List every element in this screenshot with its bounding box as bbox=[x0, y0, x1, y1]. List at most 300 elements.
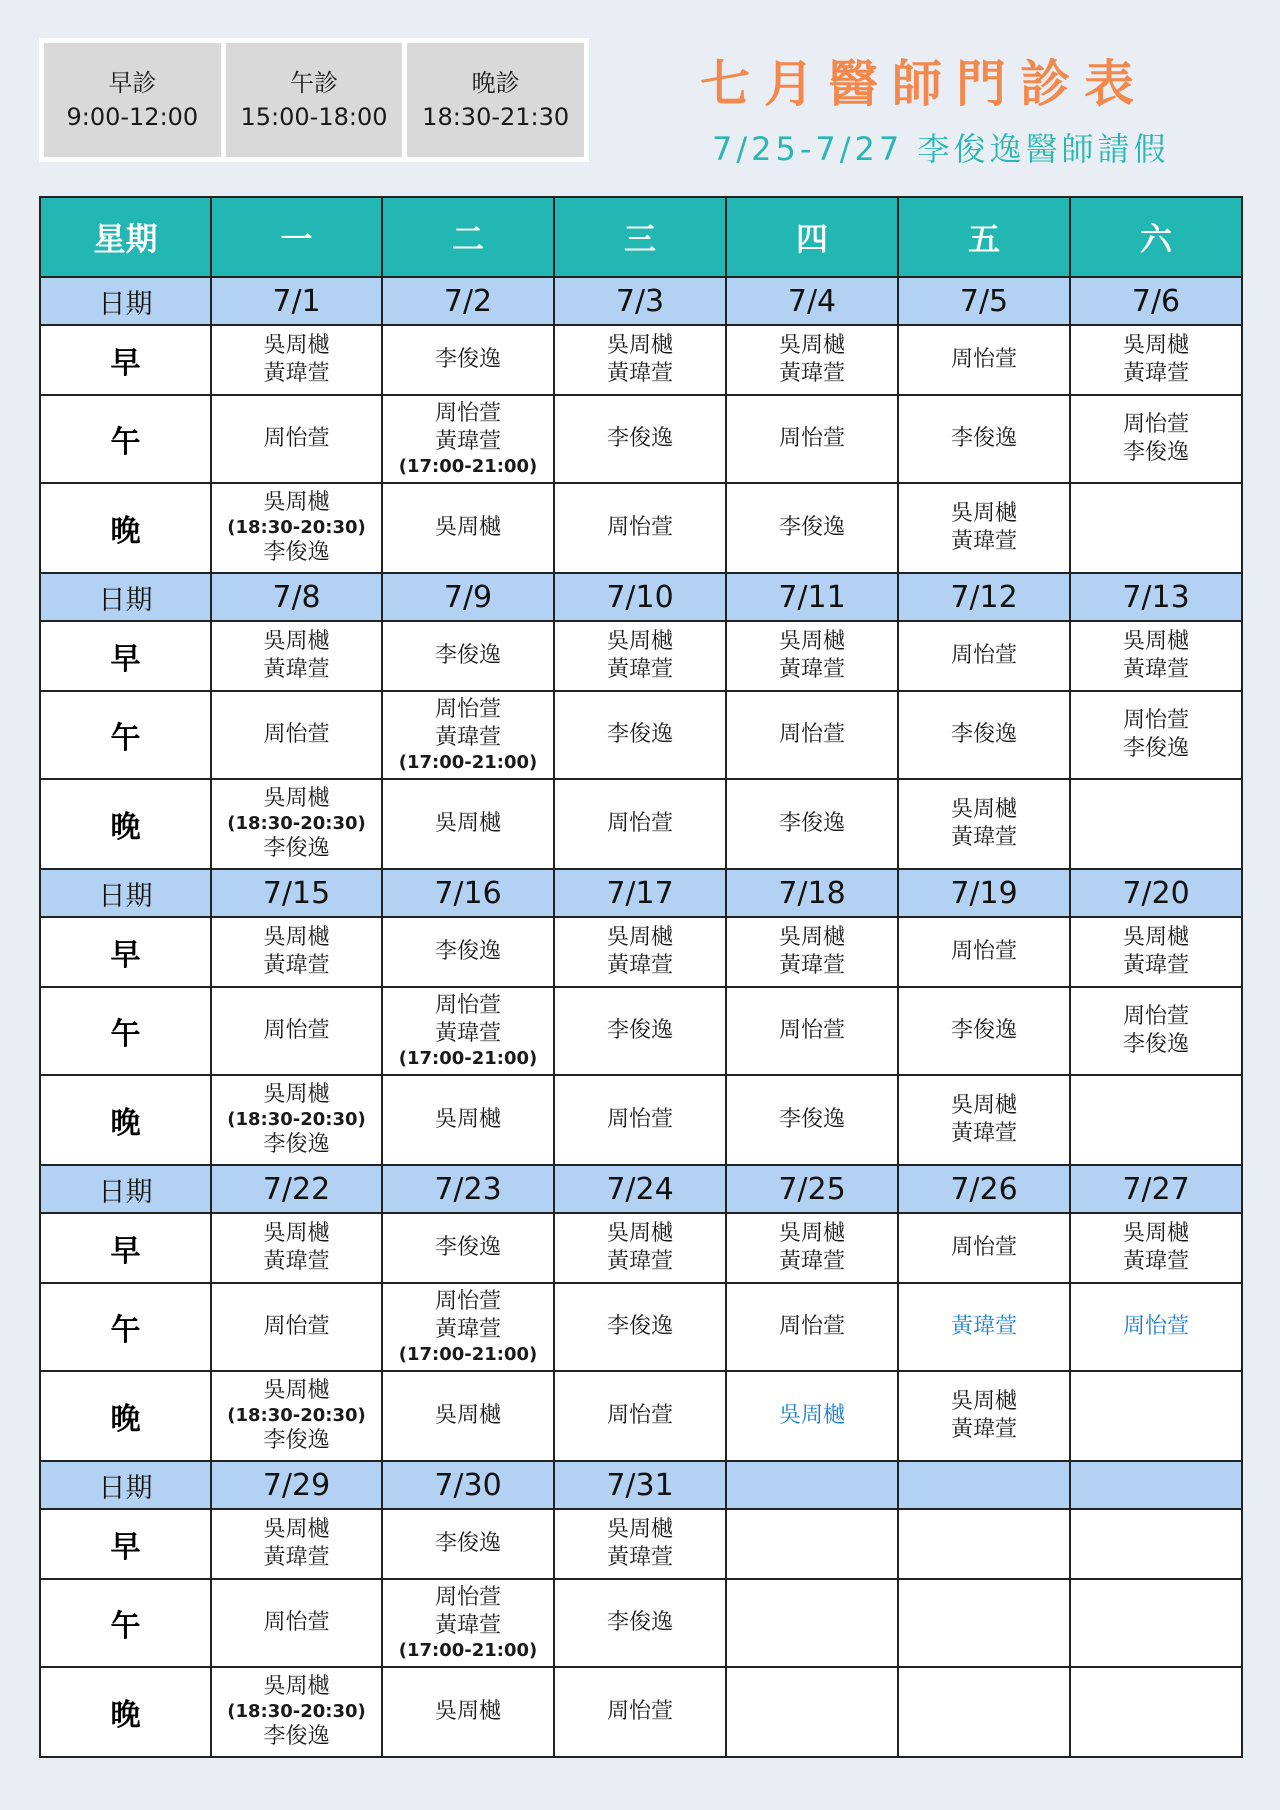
slot-label-evening: 晚 bbox=[40, 1075, 211, 1165]
doctor-name: 吳周樾 bbox=[263, 1378, 330, 1403]
date-cell: 7/2 bbox=[382, 277, 554, 325]
doctor-name: 黃瑋萱 bbox=[950, 1417, 1017, 1442]
time-range-note: (17:00-21:00) bbox=[398, 1048, 538, 1069]
slot-label-afternoon: 午 bbox=[40, 691, 211, 779]
schedule-cell bbox=[1070, 1509, 1242, 1579]
hours-morning bbox=[44, 43, 221, 157]
schedule-cell bbox=[211, 483, 382, 573]
hours-morning-label: 早診 bbox=[108, 69, 157, 97]
doctor-name: 黃瑋萱 bbox=[1122, 953, 1189, 978]
schedule-cell bbox=[382, 325, 554, 395]
date-cell bbox=[1070, 1461, 1242, 1509]
schedule-cell bbox=[382, 779, 554, 869]
schedule-cell bbox=[211, 987, 382, 1075]
doctor-name: 黃瑋萱 bbox=[950, 825, 1017, 850]
doctor-name: 黃瑋萱 bbox=[606, 1545, 673, 1570]
doctor-name: 黃瑋萱 bbox=[606, 953, 673, 978]
schedule-cell bbox=[554, 483, 726, 573]
schedule-cell bbox=[554, 325, 726, 395]
header-mon: 一 bbox=[211, 197, 382, 277]
time-range-note: (18:30-20:30) bbox=[227, 1405, 366, 1426]
schedule-cell bbox=[211, 621, 382, 691]
schedule-cell bbox=[1070, 987, 1242, 1075]
schedule-cell bbox=[211, 917, 382, 987]
doctor-name: 吳周樾 bbox=[606, 1221, 673, 1246]
doctor-name: 周怡萱 bbox=[950, 347, 1017, 372]
date-cell: 7/30 bbox=[382, 1461, 554, 1509]
doctor-name: 周怡萱 bbox=[778, 722, 845, 747]
doctor-name: 黃瑋萱 bbox=[778, 361, 845, 386]
slot-row-evening bbox=[40, 483, 1242, 573]
schedule-cell bbox=[898, 917, 1070, 987]
doctor-name: 黃瑋萱 bbox=[1122, 361, 1189, 386]
schedule-cell bbox=[726, 779, 898, 869]
schedule-cell bbox=[1070, 621, 1242, 691]
doctor-name: 周怡萱 bbox=[263, 722, 330, 747]
doctor-name: 李俊逸 bbox=[778, 811, 845, 836]
doctor-name: 周怡萱 bbox=[606, 811, 673, 836]
date-row bbox=[40, 869, 1242, 917]
schedule-cell bbox=[554, 1371, 726, 1461]
doctor-name: 吳周樾 bbox=[263, 490, 330, 515]
schedule-cell bbox=[211, 1075, 382, 1165]
schedule-cell bbox=[1070, 325, 1242, 395]
doctor-name: 周怡萱 bbox=[950, 939, 1017, 964]
date-cell: 7/25 bbox=[726, 1165, 898, 1213]
doctor-name: 黃瑋萱 bbox=[606, 657, 673, 682]
schedule-cell bbox=[382, 621, 554, 691]
date-cell: 7/29 bbox=[211, 1461, 382, 1509]
doctor-name: 李俊逸 bbox=[263, 836, 330, 861]
doctor-name: 黃瑋萱 bbox=[263, 953, 330, 978]
slot-label-morning: 早 bbox=[40, 1509, 211, 1579]
time-range-note: (17:00-21:00) bbox=[398, 1640, 538, 1661]
date-cell: 7/26 bbox=[898, 1165, 1070, 1213]
schedule-cell bbox=[726, 1283, 898, 1371]
schedule-cell bbox=[898, 1283, 1070, 1371]
doctor-name: 黃瑋萱 bbox=[263, 1545, 330, 1570]
schedule-cell bbox=[1070, 1213, 1242, 1283]
schedule-cell bbox=[1070, 483, 1242, 573]
doctor-name: 周怡萱 bbox=[263, 1314, 330, 1339]
doctor-name: 吳周樾 bbox=[263, 925, 330, 950]
schedule-cell bbox=[211, 779, 382, 869]
header-tue: 二 bbox=[382, 197, 554, 277]
doctor-name: 吳周樾 bbox=[263, 1517, 330, 1542]
schedule-cell bbox=[898, 483, 1070, 573]
hours-evening-time: 18:30-21:30 bbox=[422, 103, 570, 131]
header-fri: 五 bbox=[898, 197, 1070, 277]
doctor-name: 李俊逸 bbox=[434, 1235, 501, 1260]
slot-row-afternoon bbox=[40, 1579, 1242, 1667]
schedule-cell bbox=[211, 1213, 382, 1283]
time-range-note: (18:30-20:30) bbox=[227, 813, 366, 834]
date-cell: 7/27 bbox=[1070, 1165, 1242, 1213]
schedule-cell bbox=[554, 1213, 726, 1283]
doctor-name: 周怡萱 bbox=[778, 1018, 845, 1043]
schedule-cell bbox=[1070, 395, 1242, 483]
doctor-name: 吳周樾 bbox=[1122, 1221, 1189, 1246]
schedule-cell bbox=[211, 1509, 382, 1579]
slot-row-afternoon bbox=[40, 987, 1242, 1075]
schedule-cell bbox=[554, 987, 726, 1075]
date-cell: 7/11 bbox=[726, 573, 898, 621]
schedule-cell bbox=[382, 1283, 554, 1371]
schedule-cell bbox=[726, 691, 898, 779]
doctor-name: 李俊逸 bbox=[434, 939, 501, 964]
schedule-cell bbox=[726, 1371, 898, 1461]
doctor-name: 周怡萱 bbox=[950, 1235, 1017, 1260]
schedule-cell bbox=[382, 917, 554, 987]
doctor-name: 吳周樾 bbox=[434, 515, 501, 540]
schedule-cell bbox=[211, 691, 382, 779]
doctor-name: 黃瑋萱 bbox=[434, 1317, 501, 1342]
slot-row-morning bbox=[40, 917, 1242, 987]
doctor-name: 周怡萱 bbox=[434, 993, 501, 1018]
time-range-note: (17:00-21:00) bbox=[398, 752, 538, 773]
schedule-cell bbox=[382, 1667, 554, 1757]
hours-afternoon-label: 午診 bbox=[290, 69, 338, 97]
schedule-cell bbox=[898, 987, 1070, 1075]
schedule-cell bbox=[726, 621, 898, 691]
slot-row-evening bbox=[40, 1667, 1242, 1757]
schedule-cell bbox=[898, 691, 1070, 779]
doctor-name: 黃瑋萱 bbox=[778, 953, 845, 978]
doctor-name: 李俊逸 bbox=[434, 347, 501, 372]
date-cell: 7/8 bbox=[211, 573, 382, 621]
date-row-label: 日期 bbox=[40, 277, 211, 325]
doctor-name: 周怡萱 bbox=[1122, 412, 1189, 437]
doctor-name: 周怡萱 bbox=[606, 1107, 673, 1132]
doctor-name: 吳周樾 bbox=[263, 333, 330, 358]
doctor-name: 周怡萱 bbox=[1122, 708, 1189, 733]
schedule-cell bbox=[211, 1667, 382, 1757]
date-cell: 7/9 bbox=[382, 573, 554, 621]
date-cell: 7/15 bbox=[211, 869, 382, 917]
schedule-cell bbox=[726, 1213, 898, 1283]
schedule-cell bbox=[382, 483, 554, 573]
slot-row-morning bbox=[40, 1213, 1242, 1283]
header-wed: 三 bbox=[554, 197, 726, 277]
doctor-name: 黃瑋萱 bbox=[606, 1249, 673, 1274]
doctor-name: 吳周樾 bbox=[778, 1221, 845, 1246]
doctor-name: 周怡萱 bbox=[263, 1610, 330, 1635]
schedule-cell bbox=[211, 325, 382, 395]
schedule-table bbox=[39, 196, 1243, 1758]
clinic-hours-legend bbox=[39, 38, 589, 162]
date-row-label: 日期 bbox=[40, 1461, 211, 1509]
schedule-cell bbox=[726, 395, 898, 483]
schedule-cell bbox=[211, 395, 382, 483]
doctor-name: 周怡萱 bbox=[606, 1699, 673, 1724]
doctor-name: 李俊逸 bbox=[263, 1132, 330, 1157]
doctor-name: 周怡萱 bbox=[950, 643, 1017, 668]
schedule-cell bbox=[554, 691, 726, 779]
schedule-cell bbox=[382, 987, 554, 1075]
date-cell: 7/10 bbox=[554, 573, 726, 621]
doctor-name: 周怡萱 bbox=[778, 426, 845, 451]
doctor-name: 李俊逸 bbox=[778, 1107, 845, 1132]
date-cell bbox=[898, 1461, 1070, 1509]
date-cell: 7/13 bbox=[1070, 573, 1242, 621]
time-range-note: (17:00-21:00) bbox=[398, 1344, 538, 1365]
doctor-name: 吳周樾 bbox=[778, 925, 845, 950]
date-cell: 7/23 bbox=[382, 1165, 554, 1213]
schedule-cell bbox=[898, 1075, 1070, 1165]
schedule-cell bbox=[382, 1509, 554, 1579]
hours-evening bbox=[407, 43, 584, 157]
doctor-name: 黃瑋萱 bbox=[263, 361, 330, 386]
time-range-note: (18:30-20:30) bbox=[227, 1109, 366, 1130]
slot-label-morning: 早 bbox=[40, 325, 211, 395]
doctor-name: 李俊逸 bbox=[950, 722, 1017, 747]
slot-row-morning bbox=[40, 621, 1242, 691]
doctor-name: 李俊逸 bbox=[606, 1610, 673, 1635]
schedule-cell bbox=[898, 1213, 1070, 1283]
weekday-header bbox=[40, 197, 1242, 277]
slot-row-evening bbox=[40, 1075, 1242, 1165]
schedule-cell bbox=[898, 1371, 1070, 1461]
slot-row-afternoon bbox=[40, 1283, 1242, 1371]
doctor-name: 李俊逸 bbox=[606, 1018, 673, 1043]
schedule-cell bbox=[726, 1667, 898, 1757]
header-thu: 四 bbox=[726, 197, 898, 277]
hours-evening-label: 晚診 bbox=[471, 69, 520, 97]
schedule-cell bbox=[554, 1667, 726, 1757]
doctor-name: 黃瑋萱 bbox=[434, 1021, 501, 1046]
date-cell: 7/1 bbox=[211, 277, 382, 325]
doctor-name: 黃瑋萱 bbox=[1122, 657, 1189, 682]
date-cell: 7/3 bbox=[554, 277, 726, 325]
doctor-name: 吳周樾 bbox=[263, 629, 330, 654]
doctor-name: 李俊逸 bbox=[778, 515, 845, 540]
doctor-name: 吳周樾 bbox=[263, 1082, 330, 1107]
schedule-cell bbox=[211, 1371, 382, 1461]
doctor-name: 吳周樾 bbox=[950, 1093, 1017, 1118]
schedule-cell bbox=[1070, 779, 1242, 869]
schedule-cell bbox=[1070, 1579, 1242, 1667]
schedule-cell bbox=[898, 395, 1070, 483]
doctor-name: 黃瑋萱 bbox=[950, 1314, 1017, 1339]
doctor-name: 黃瑋萱 bbox=[434, 429, 501, 454]
date-row bbox=[40, 1461, 1242, 1509]
slot-label-morning: 早 bbox=[40, 1213, 211, 1283]
slot-label-morning: 早 bbox=[40, 917, 211, 987]
schedule-cell bbox=[726, 1509, 898, 1579]
doctor-name: 吳周樾 bbox=[434, 1699, 501, 1724]
doctor-name: 黃瑋萱 bbox=[434, 1613, 501, 1638]
date-cell: 7/5 bbox=[898, 277, 1070, 325]
doctor-name: 黃瑋萱 bbox=[434, 725, 501, 750]
doctor-name: 吳周樾 bbox=[950, 501, 1017, 526]
doctor-name: 吳周樾 bbox=[434, 1107, 501, 1132]
doctor-name: 周怡萱 bbox=[434, 1585, 501, 1610]
schedule-cell bbox=[898, 1667, 1070, 1757]
schedule-cell bbox=[726, 1075, 898, 1165]
schedule-cell bbox=[554, 1509, 726, 1579]
doctor-name: 李俊逸 bbox=[263, 1724, 330, 1749]
date-cell: 7/20 bbox=[1070, 869, 1242, 917]
doctor-name: 吳周樾 bbox=[1122, 629, 1189, 654]
date-cell: 7/6 bbox=[1070, 277, 1242, 325]
schedule-cell bbox=[898, 325, 1070, 395]
doctor-name: 周怡萱 bbox=[263, 426, 330, 451]
doctor-name: 吳周樾 bbox=[263, 1674, 330, 1699]
doctor-name: 吳周樾 bbox=[1122, 925, 1189, 950]
schedule-cell bbox=[382, 1371, 554, 1461]
doctor-name: 吳周樾 bbox=[950, 1389, 1017, 1414]
schedule-cell bbox=[1070, 917, 1242, 987]
leave-notice: 7/25-7/27 李俊逸醫師請假 bbox=[712, 130, 1170, 168]
doctor-name: 吳周樾 bbox=[778, 629, 845, 654]
doctor-name: 黃瑋萱 bbox=[263, 1249, 330, 1274]
date-row bbox=[40, 1165, 1242, 1213]
slot-label-afternoon: 午 bbox=[40, 987, 211, 1075]
schedule-cell bbox=[726, 1579, 898, 1667]
doctor-name: 李俊逸 bbox=[434, 1531, 501, 1556]
date-cell: 7/22 bbox=[211, 1165, 382, 1213]
schedule-cell bbox=[382, 1213, 554, 1283]
schedule-cell bbox=[554, 779, 726, 869]
schedule-cell bbox=[726, 325, 898, 395]
time-range-note: (17:00-21:00) bbox=[398, 456, 538, 477]
doctor-name: 李俊逸 bbox=[263, 540, 330, 565]
doctor-name: 吳周樾 bbox=[950, 797, 1017, 822]
doctor-name: 黃瑋萱 bbox=[950, 529, 1017, 554]
slot-row-afternoon bbox=[40, 395, 1242, 483]
slot-row-evening bbox=[40, 779, 1242, 869]
date-cell: 7/17 bbox=[554, 869, 726, 917]
doctor-name: 周怡萱 bbox=[1122, 1314, 1189, 1339]
doctor-name: 李俊逸 bbox=[1122, 1032, 1189, 1057]
doctor-name: 李俊逸 bbox=[434, 643, 501, 668]
doctor-name: 吳周樾 bbox=[606, 629, 673, 654]
doctor-name: 李俊逸 bbox=[606, 426, 673, 451]
doctor-name: 黃瑋萱 bbox=[950, 1121, 1017, 1146]
doctor-name: 吳周樾 bbox=[606, 925, 673, 950]
date-row-label: 日期 bbox=[40, 573, 211, 621]
date-cell: 7/19 bbox=[898, 869, 1070, 917]
schedule-cell bbox=[898, 1579, 1070, 1667]
doctor-name: 吳周樾 bbox=[434, 811, 501, 836]
hours-afternoon-time: 15:00-18:00 bbox=[240, 103, 388, 131]
date-cell: 7/18 bbox=[726, 869, 898, 917]
date-row-label: 日期 bbox=[40, 869, 211, 917]
doctor-name: 吳周樾 bbox=[263, 786, 330, 811]
doctor-name: 吳周樾 bbox=[263, 1221, 330, 1246]
slot-row-afternoon bbox=[40, 691, 1242, 779]
slot-label-afternoon: 午 bbox=[40, 1283, 211, 1371]
doctor-name: 周怡萱 bbox=[778, 1314, 845, 1339]
hours-morning-time: 9:00-12:00 bbox=[66, 103, 199, 131]
schedule-cell bbox=[898, 1509, 1070, 1579]
schedule-cell bbox=[382, 1075, 554, 1165]
doctor-name: 吳周樾 bbox=[434, 1403, 501, 1428]
doctor-name: 周怡萱 bbox=[1122, 1004, 1189, 1029]
slot-label-evening: 晚 bbox=[40, 483, 211, 573]
doctor-name: 周怡萱 bbox=[434, 1289, 501, 1314]
date-cell: 7/4 bbox=[726, 277, 898, 325]
schedule-cell bbox=[554, 621, 726, 691]
date-cell: 7/31 bbox=[554, 1461, 726, 1509]
header-sat: 六 bbox=[1070, 197, 1242, 277]
schedule-cell bbox=[726, 917, 898, 987]
schedule-cell bbox=[554, 1075, 726, 1165]
slot-label-evening: 晚 bbox=[40, 779, 211, 869]
slot-label-evening: 晚 bbox=[40, 1667, 211, 1757]
date-cell: 7/12 bbox=[898, 573, 1070, 621]
page-title: 七月醫師門診表 bbox=[700, 55, 1148, 113]
date-cell: 7/24 bbox=[554, 1165, 726, 1213]
slot-label-morning: 早 bbox=[40, 621, 211, 691]
doctor-name: 周怡萱 bbox=[263, 1018, 330, 1043]
doctor-name: 李俊逸 bbox=[606, 1314, 673, 1339]
header-weekday-label: 星期 bbox=[40, 197, 211, 277]
schedule-cell bbox=[211, 1579, 382, 1667]
slot-label-evening: 晚 bbox=[40, 1371, 211, 1461]
time-range-note: (18:30-20:30) bbox=[227, 517, 366, 538]
doctor-name: 吳周樾 bbox=[778, 333, 845, 358]
doctor-name: 周怡萱 bbox=[606, 515, 673, 540]
schedule-cell bbox=[898, 621, 1070, 691]
schedule-cell bbox=[1070, 1667, 1242, 1757]
time-range-note: (18:30-20:30) bbox=[227, 1701, 366, 1722]
schedule-cell bbox=[382, 691, 554, 779]
doctor-name: 黃瑋萱 bbox=[606, 361, 673, 386]
doctor-name: 李俊逸 bbox=[606, 722, 673, 747]
schedule-cell bbox=[554, 1283, 726, 1371]
schedule-cell bbox=[554, 917, 726, 987]
slot-row-morning bbox=[40, 325, 1242, 395]
doctor-name: 周怡萱 bbox=[434, 401, 501, 426]
doctor-name: 黃瑋萱 bbox=[778, 657, 845, 682]
schedule-cell bbox=[1070, 691, 1242, 779]
doctor-name: 李俊逸 bbox=[1122, 736, 1189, 761]
doctor-name: 李俊逸 bbox=[1122, 440, 1189, 465]
date-row-label: 日期 bbox=[40, 1165, 211, 1213]
date-row bbox=[40, 277, 1242, 325]
slot-label-afternoon: 午 bbox=[40, 395, 211, 483]
schedule-cell bbox=[726, 483, 898, 573]
doctor-name: 李俊逸 bbox=[950, 426, 1017, 451]
doctor-name: 吳周樾 bbox=[778, 1403, 845, 1428]
schedule-cell bbox=[726, 987, 898, 1075]
schedule-cell bbox=[382, 1579, 554, 1667]
schedule-cell bbox=[1070, 1283, 1242, 1371]
schedule-cell bbox=[211, 1283, 382, 1371]
schedule-cell bbox=[1070, 1371, 1242, 1461]
doctor-name: 周怡萱 bbox=[434, 697, 501, 722]
slot-label-afternoon: 午 bbox=[40, 1579, 211, 1667]
date-row bbox=[40, 573, 1242, 621]
date-cell bbox=[726, 1461, 898, 1509]
hours-afternoon bbox=[226, 43, 403, 157]
schedule-cell bbox=[554, 395, 726, 483]
schedule-cell bbox=[898, 779, 1070, 869]
doctor-name: 李俊逸 bbox=[950, 1018, 1017, 1043]
slot-row-morning bbox=[40, 1509, 1242, 1579]
doctor-name: 吳周樾 bbox=[606, 333, 673, 358]
doctor-name: 黃瑋萱 bbox=[778, 1249, 845, 1274]
date-cell: 7/16 bbox=[382, 869, 554, 917]
doctor-name: 黃瑋萱 bbox=[1122, 1249, 1189, 1274]
schedule-cell bbox=[1070, 1075, 1242, 1165]
schedule-cell bbox=[382, 395, 554, 483]
doctor-name: 黃瑋萱 bbox=[263, 657, 330, 682]
doctor-name: 李俊逸 bbox=[263, 1428, 330, 1453]
schedule-body bbox=[40, 277, 1242, 1757]
slot-row-evening bbox=[40, 1371, 1242, 1461]
